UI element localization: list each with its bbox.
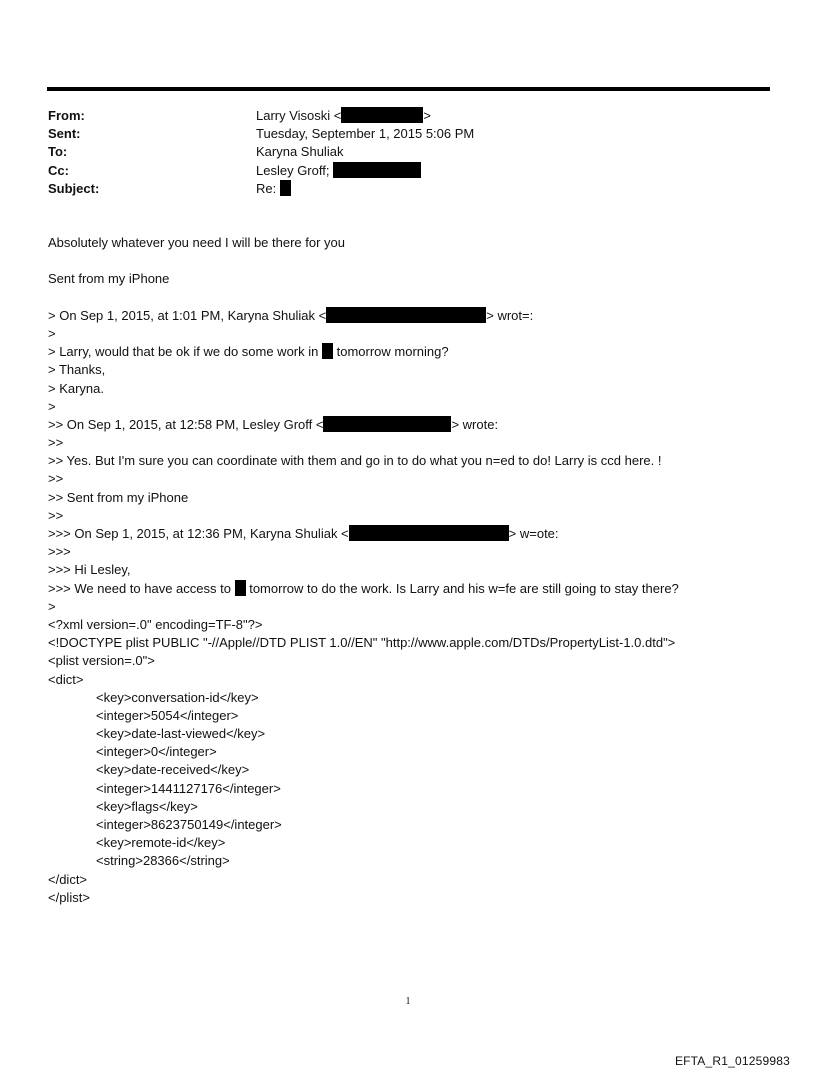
xml-line: <!DOCTYPE plist PUBLIC "-//Apple//DTD PLIST 1.0//EN" "http://www.apple.com/DTDs/PropertyList-1.0.dtd">: [48, 635, 676, 651]
quote-text: > On Sep 1, 2015, at 1:01 PM, Karyna Shuliak <: [48, 307, 327, 323]
redaction-box: [333, 162, 421, 178]
from-name: Larry Visoski <: [256, 108, 342, 123]
quote-line: >: [48, 398, 56, 414]
from-row: [48, 107, 768, 125]
redaction-box: [322, 343, 333, 359]
quote-text: tomorrow to do the work. Is Larry and his w=fe are still going to stay there?: [249, 580, 679, 596]
xml-line: <key>date-last-viewed</key>: [96, 726, 266, 742]
xml-line: <string>28366</string>: [96, 853, 230, 869]
from-close: >: [423, 108, 431, 123]
quote-line: >>> Hi Lesley,: [48, 562, 131, 578]
xml-line: <plist version=.0">: [48, 653, 155, 669]
quote-line: >: [48, 325, 56, 341]
quote-text: tomorrow morning?: [336, 344, 449, 360]
from-value: [256, 107, 768, 125]
cc-row: [48, 162, 768, 180]
subject-label: Subject:: [48, 180, 100, 196]
sent-value: Tuesday, September 1, 2015 5:06 PM: [256, 126, 475, 142]
quote-line: >: [48, 598, 56, 614]
quote-line: >> Sent from my iPhone: [48, 489, 189, 505]
xml-line: <key>remote-id</key>: [96, 835, 226, 851]
quote-text: >>> On Sep 1, 2015, at 12:36 PM, Karyna Shuliak <: [48, 526, 349, 541]
xml-line: <integer>0</integer>: [96, 744, 217, 760]
quote-line: [48, 580, 778, 598]
subject-text: Re:: [256, 180, 277, 196]
quote-line: >>: [48, 471, 64, 487]
subject-value: [256, 180, 768, 198]
email-header: [48, 107, 768, 198]
xml-line: <?xml version=.0" encoding=TF-8"?>: [48, 616, 263, 632]
from-label: From:: [48, 108, 85, 123]
quote-line: >>: [48, 435, 64, 451]
redaction-box: [280, 180, 291, 196]
to-row: [48, 143, 768, 161]
quote-text: > wrot=:: [486, 307, 534, 323]
redaction-box: [341, 107, 423, 123]
xml-line: <integer>8623750149</integer>: [96, 817, 282, 832]
page-number: 1: [405, 996, 411, 1007]
quote-text: >> On Sep 1, 2015, at 12:58 PM, Lesley Groff <: [48, 416, 324, 432]
quote-line: >>>: [48, 544, 71, 560]
to-value: Karyna Shuliak: [256, 144, 344, 160]
quote-text: > Larry, would that be ok if we do some work in: [48, 344, 319, 360]
redaction-box: [235, 580, 246, 596]
blank-line: [48, 252, 778, 270]
body-line: Sent from my iPhone: [48, 271, 170, 287]
cc-name: Lesley Groff;: [256, 162, 330, 178]
blank-line: [48, 289, 778, 307]
quote-line: > Karyna.: [48, 380, 105, 396]
xml-line: <key>date-received</key>: [96, 762, 250, 778]
subject-row: [48, 180, 768, 198]
redaction-box: [323, 416, 451, 432]
quote-text: >>> We need to have access to: [48, 580, 231, 596]
quote-text: > wrote:: [451, 416, 499, 432]
cc-label: Cc:: [48, 162, 69, 178]
quote-text: > w=ote:: [508, 526, 559, 541]
quote-header: [48, 525, 778, 543]
sent-label: Sent:: [48, 126, 81, 142]
quote-line: [48, 343, 778, 361]
to-label: To:: [48, 144, 68, 160]
sent-row: [48, 125, 768, 143]
quote-line: >>: [48, 507, 64, 523]
quote-header: [48, 307, 778, 325]
redaction-box: [349, 525, 509, 541]
body-line: Absolutely whatever you need I will be there for you: [48, 235, 346, 250]
xml-line: <dict>: [48, 671, 84, 687]
redaction-box: [326, 307, 486, 323]
xml-line: </dict>: [48, 871, 88, 887]
xml-line: <key>conversation-id</key>: [96, 689, 259, 705]
quote-header: [48, 416, 778, 434]
xml-line: </plist>: [48, 889, 90, 905]
email-body: [48, 234, 778, 907]
quote-line: > Thanks,: [48, 362, 106, 378]
quote-line: >> Yes. But I'm sure you can coordinate with them and go in to do what you n=ed to do! Larry is ccd here. !: [48, 453, 662, 469]
header-divider: [47, 87, 770, 91]
xml-line: <key>flags</key>: [96, 798, 198, 814]
document-id: EFTA_R1_01259983: [674, 1054, 790, 1068]
xml-line: <integer>1441127176</integer>: [96, 780, 281, 796]
xml-line: <integer>5054</integer>: [96, 707, 239, 723]
cc-value: [256, 162, 768, 180]
